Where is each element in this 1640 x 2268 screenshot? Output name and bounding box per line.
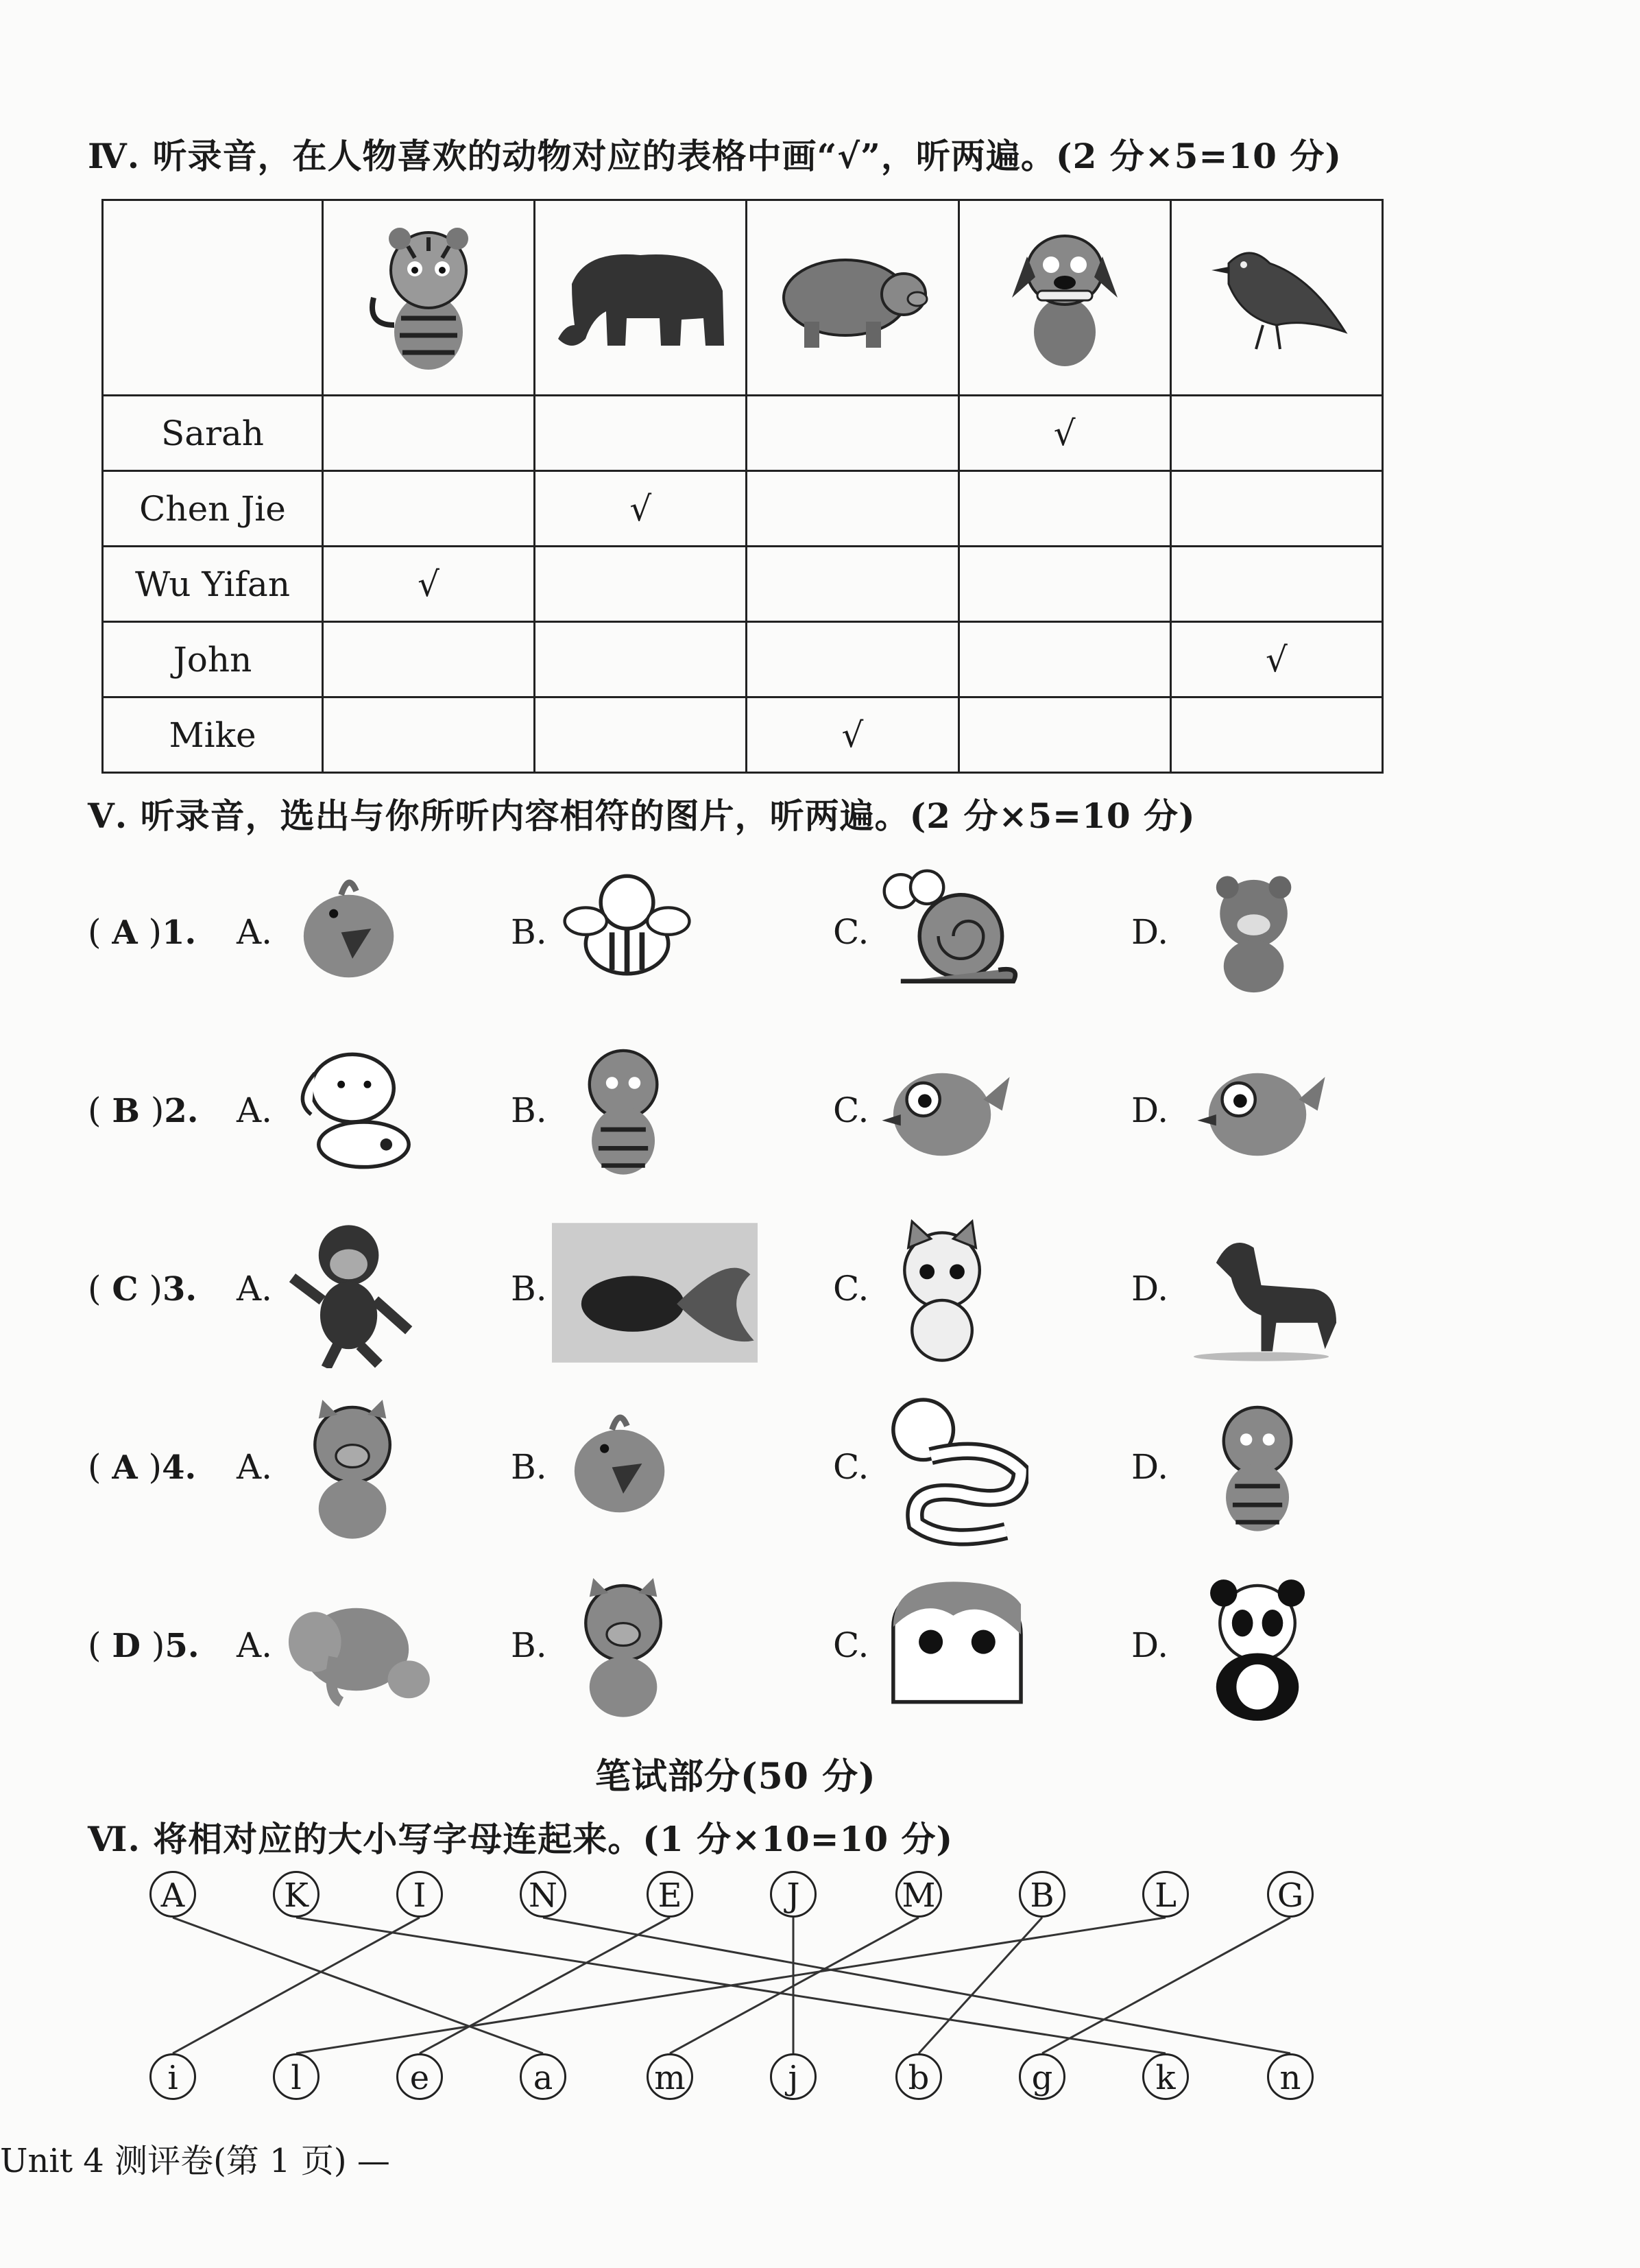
uppercase-letter-l[interactable]: L — [1142, 1871, 1189, 1918]
option-label-d: D. — [1131, 1090, 1169, 1130]
option-label-a: A. — [237, 912, 273, 952]
option-label-a: A. — [237, 1269, 273, 1309]
answer-letter[interactable]: C — [112, 1270, 138, 1309]
check-cell: √ — [958, 396, 1170, 471]
answer-letter[interactable]: D — [112, 1627, 141, 1665]
match-line — [1042, 1918, 1290, 2053]
uppercase-letter-k[interactable]: K — [273, 1871, 319, 1918]
close-paren: ) — [141, 1625, 165, 1665]
match-line — [420, 1918, 670, 2053]
written-part-heading: 笔试部分(50 分) — [595, 1756, 876, 1798]
uppercase-letter-e[interactable]: E — [647, 1871, 693, 1918]
check-cell: √ — [747, 697, 958, 773]
answer-letter[interactable]: A — [112, 914, 138, 952]
uppercase-letter-g[interactable]: G — [1267, 1871, 1314, 1918]
option-label-c: C. — [833, 1625, 869, 1665]
check-cell: √ — [323, 547, 535, 622]
question-number: 1. — [162, 914, 197, 952]
option-label-b: B. — [511, 1447, 547, 1487]
uppercase-letter-j[interactable]: J — [770, 1871, 817, 1918]
option-label-d: D. — [1131, 1269, 1169, 1309]
answer-letter[interactable]: A — [112, 1448, 138, 1487]
match-line — [173, 1918, 420, 2053]
check-cell: √ — [1170, 622, 1382, 697]
lowercase-letter-n[interactable]: n — [1267, 2053, 1314, 2100]
page-footer: Unit 4 测评卷(第 1 页) — — [0, 2142, 390, 2180]
lowercase-letter-i[interactable]: i — [149, 2053, 196, 2100]
lowercase-letter-j[interactable]: j — [770, 2053, 817, 2100]
option-label-b: B. — [511, 1090, 547, 1130]
option-label-c: C. — [833, 1447, 869, 1487]
open-paren: ( — [88, 1090, 112, 1130]
lowercase-letter-l[interactable]: l — [273, 2053, 319, 2100]
uppercase-letter-m[interactable]: M — [895, 1871, 942, 1918]
answer-letter[interactable]: B — [112, 1092, 140, 1130]
close-paren: ) — [137, 1447, 162, 1487]
person-name: Mike — [103, 697, 323, 773]
option-label-c: C. — [833, 912, 869, 952]
option-label-c: C. — [833, 1269, 869, 1309]
lowercase-letter-a[interactable]: a — [520, 2053, 566, 2100]
lowercase-letter-g[interactable]: g — [1019, 2053, 1065, 2100]
match-line — [173, 1918, 543, 2053]
uppercase-letter-b[interactable]: B — [1019, 1871, 1065, 1918]
lowercase-letter-m[interactable]: m — [647, 2053, 693, 2100]
question-number: 5. — [165, 1627, 200, 1665]
option-label-a: A. — [237, 1447, 273, 1487]
option-label-c: C. — [833, 1090, 869, 1130]
match-line — [919, 1918, 1042, 2053]
option-label-d: D. — [1131, 1625, 1169, 1665]
close-paren: ) — [138, 1269, 163, 1309]
person-name: Wu Yifan — [103, 547, 323, 622]
person-name: Sarah — [103, 396, 323, 471]
open-paren: ( — [88, 1269, 112, 1309]
section-5-title: Ⅴ. 听录音，选出与你所听内容相符的图片，听两遍。(2 分×5=10 分) — [88, 796, 1196, 836]
close-paren: ) — [137, 912, 162, 952]
question-number: 4. — [162, 1448, 197, 1487]
question-number: 3. — [162, 1270, 197, 1309]
option-label-d: D. — [1131, 912, 1169, 952]
uppercase-letter-a[interactable]: A — [149, 1871, 196, 1918]
person-name: Chen Jie — [103, 471, 323, 547]
option-label-b: B. — [511, 1625, 547, 1665]
option-label-b: B. — [511, 912, 547, 952]
check-cell: √ — [535, 471, 747, 547]
open-paren: ( — [88, 912, 112, 952]
section-6-title: Ⅵ. 将相对应的大小写字母连起来。(1 分×10=10 分) — [88, 1819, 954, 1859]
option-label-d: D. — [1131, 1447, 1169, 1487]
open-paren: ( — [88, 1447, 112, 1487]
uppercase-letter-i[interactable]: I — [396, 1871, 443, 1918]
match-line — [543, 1918, 1290, 2053]
open-paren: ( — [88, 1625, 112, 1665]
uppercase-letter-n[interactable]: N — [520, 1871, 566, 1918]
option-label-a: A. — [237, 1625, 273, 1665]
person-name: John — [103, 622, 323, 697]
lowercase-letter-k[interactable]: k — [1142, 2053, 1189, 2100]
option-label-b: B. — [511, 1269, 547, 1309]
lowercase-letter-b[interactable]: b — [895, 2053, 942, 2100]
option-label-a: A. — [237, 1090, 273, 1130]
lowercase-letter-e[interactable]: e — [396, 2053, 443, 2100]
question-number: 2. — [164, 1092, 199, 1130]
section-4-title: Ⅳ. 听录音，在人物喜欢的动物对应的表格中画“√”，听两遍。(2 分×5=10 分) — [88, 136, 1342, 176]
close-paren: ) — [139, 1090, 165, 1130]
